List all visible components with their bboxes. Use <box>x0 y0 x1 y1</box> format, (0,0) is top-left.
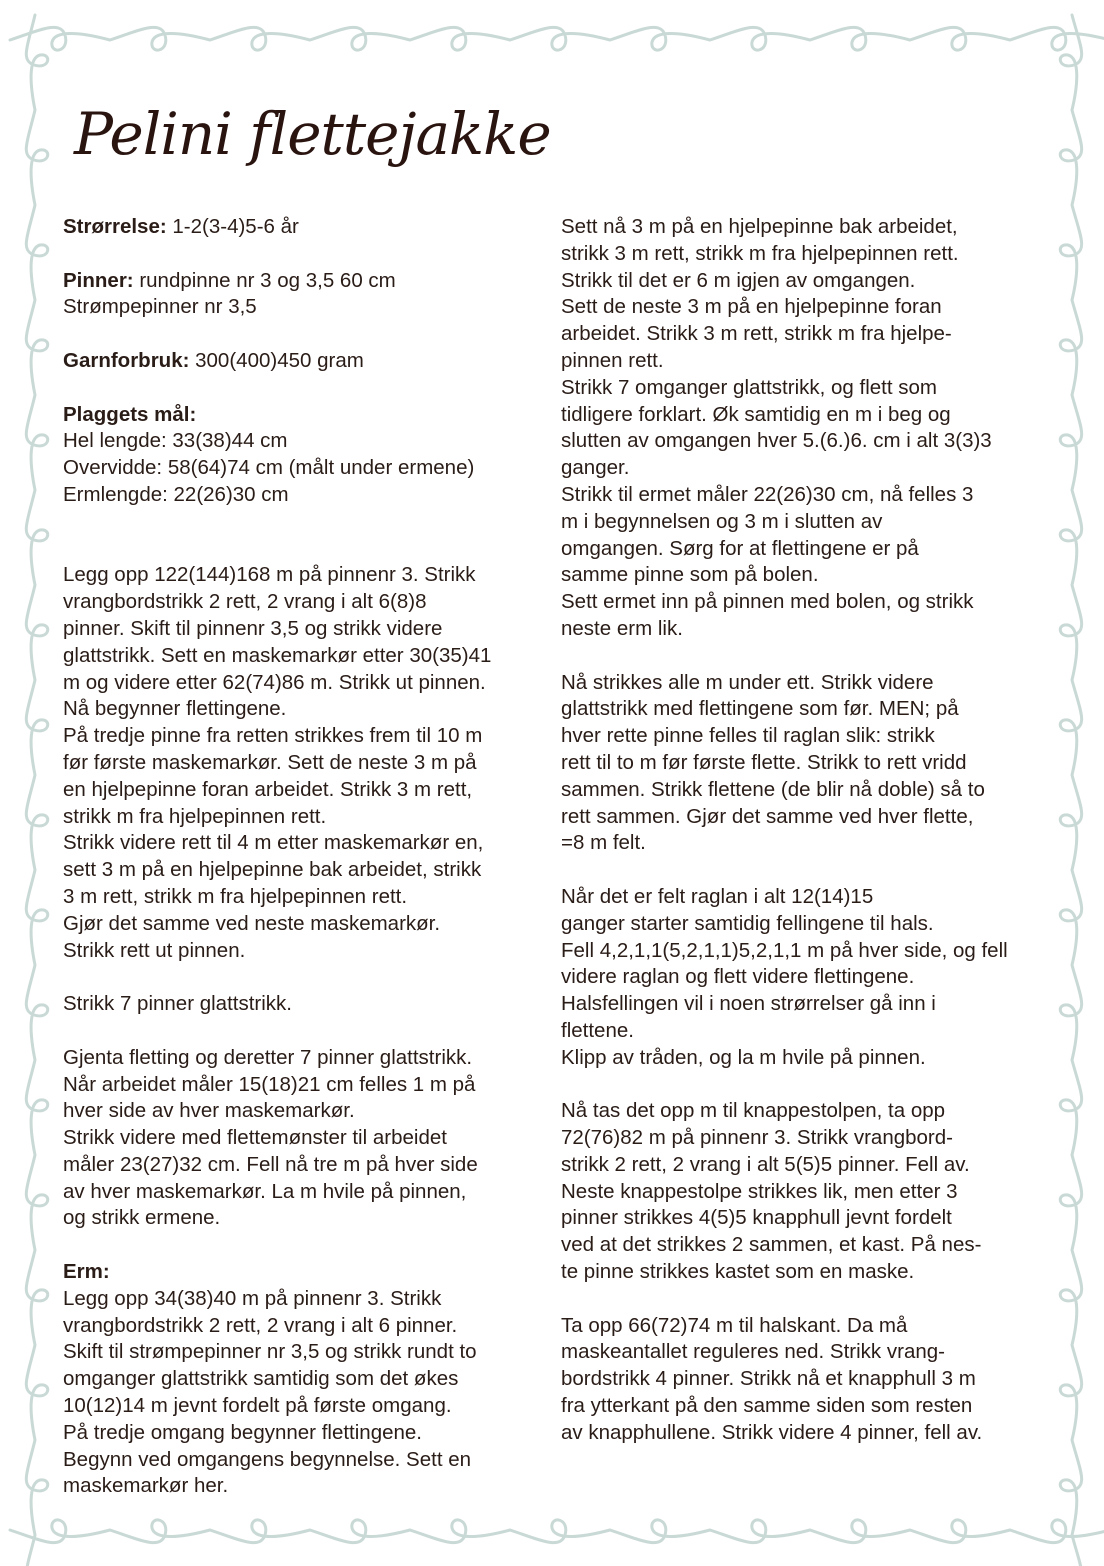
text-line: Strikk til det er 6 m igjen av omgangen. <box>561 268 916 292</box>
right-column <box>561 214 1051 1447</box>
labeled-line <box>63 348 543 375</box>
text-line: Strikk 7 pinner glattstrikk. <box>63 992 292 1016</box>
labeled-line <box>63 402 543 429</box>
text-line: Nå tas det opp m til knappestolpen, ta opp <box>561 1099 946 1123</box>
border-curl <box>10 1520 1104 1543</box>
text-line: ganger starter samtidig fellingene til hals. <box>561 911 934 935</box>
text-line: Ta opp 66(72)74 m til halskant. Da må <box>561 1313 908 1337</box>
labeled-line <box>63 214 543 241</box>
text-line: Strikk til ermet måler 22(26)30 cm, nå felles 3 <box>561 482 974 506</box>
text-line: vrangbordstrikk 2 rett, 2 vrang i alt 6(8)8 <box>63 590 427 614</box>
text-line: På tredje omgang begynner flettingene. <box>63 1420 423 1444</box>
text-line: På tredje pinne fra retten strikkes frem til 10 m <box>63 724 483 748</box>
text-line: Ermlengde: 22(26)30 cm <box>63 482 289 506</box>
text-line: Hel lengde: 33(38)44 cm <box>63 429 288 453</box>
text-line: Legg opp 34(38)40 m på pinnenr 3. Strikk <box>63 1286 442 1310</box>
blank-line <box>63 375 543 402</box>
text-line: glattstrikk med flettingene som før. MEN; på <box>561 697 959 721</box>
field-label: Erm: <box>63 1260 110 1284</box>
text-line: glattstrikk. Sett en maskemarkør etter 30(35)41 <box>63 643 492 667</box>
blank-line <box>63 1232 543 1259</box>
blank-line <box>63 964 543 991</box>
text-line: Strikk videre med flettemønster til arbeidet <box>63 1126 447 1150</box>
text-line: rett til to m før første flette. Strikk to rett vridd <box>561 750 967 774</box>
text-line: flettene. <box>561 1018 634 1042</box>
left-column <box>63 214 543 1500</box>
text-line: Halsfellingen vil i noen strørrelser gå inn i <box>561 992 936 1016</box>
blank-line <box>561 1286 1051 1313</box>
text-line: Strikk 7 omganger glattstrikk, og flett som <box>561 375 937 399</box>
border-curl <box>26 15 47 1566</box>
text-line: hver side av hver maskemarkør. <box>63 1099 355 1123</box>
text-line: en hjelpepinne foran arbeidet. Strikk 3 m rett, <box>63 777 473 801</box>
blank-line <box>63 241 543 268</box>
text-line: pinner. Skift til pinnenr 3,5 og strikk videre <box>63 616 443 640</box>
text-line: m i begynnelsen og 3 m i slutten av <box>561 509 883 533</box>
text-line: strikk 2 rett, 2 vrang i alt 5(5)5 pinner. Fell av. <box>561 1152 970 1176</box>
text-line: sett 3 m på en hjelpepinne bak arbeidet, strikk <box>63 858 482 882</box>
field-label: Garnforbruk: <box>63 348 190 372</box>
text-line: arbeidet. Strikk 3 m rett, strikk m fra hjelpe- <box>561 322 952 346</box>
text-line: 72(76)82 m på pinnenr 3. Strikk vrangbord- <box>561 1126 953 1150</box>
labeled-line <box>63 1259 543 1286</box>
text-line: slutten av omgangen hver 5.(6.)6. cm i alt 3(3)3 <box>561 429 992 453</box>
text-line: strikk 3 m rett, strikk m fra hjelpepinnen rett. <box>561 241 959 265</box>
text-line: Neste knappestolpe strikkes lik, men etter 3 <box>561 1179 958 1203</box>
text-line: Overvidde: 58(64)74 cm (målt under ermene) <box>63 456 475 480</box>
text-line: pinnen rett. <box>561 348 664 372</box>
blank-line <box>561 1072 1051 1099</box>
text-line: rett sammen. Gjør det samme ved hver flette, <box>561 804 974 828</box>
text-line: Begynn ved omgangens begynnelse. Sett en <box>63 1447 472 1471</box>
text-line: pinner strikkes 4(5)5 knapphull jevnt fordelt <box>561 1206 952 1230</box>
text-line: ved at det strikkes 2 sammen, et kast. På nes- <box>561 1233 982 1257</box>
text-line: Gjenta fletting og deretter 7 pinner glattstrikk. <box>63 1045 473 1069</box>
text-line: bordstrikk 4 pinner. Strikk nå et knapphull 3 m <box>561 1367 976 1391</box>
text-line: tidligere forklart. Øk samtidig en m i beg og <box>561 402 951 426</box>
text-line: av hver maskemarkør. La m hvile på pinnen, <box>63 1179 467 1203</box>
text-line: strikk m fra hjelpepinnen rett. <box>63 804 327 828</box>
text-line: =8 m felt. <box>561 831 646 855</box>
text-line: te pinne strikkes kastet som en maske. <box>561 1260 915 1284</box>
field-value: 1-2(3-4)5-6 år <box>166 215 299 238</box>
field-label: Pinner: <box>63 268 134 292</box>
text-line: Sett nå 3 m på en hjelpepinne bak arbeidet, <box>561 215 958 238</box>
text-line: Nå strikkes alle m under ett. Strikk videre <box>561 670 934 694</box>
text-line: Sett ermet inn på pinnen med bolen, og strikk <box>561 590 974 614</box>
text-line: omganger glattstrikk samtidig som det økes <box>63 1367 459 1391</box>
text-line: 3 m rett, strikk m fra hjelpepinnen rett. <box>63 884 408 908</box>
blank-line <box>63 509 543 536</box>
text-line: av knapphullene. Strikk videre 4 pinner, fell av. <box>561 1420 983 1444</box>
text-line: videre raglan og flett videre flettingene. <box>561 965 915 989</box>
text-line: Sett de neste 3 m på en hjelpepinne foran <box>561 295 942 319</box>
border-curl <box>1060 15 1081 1566</box>
text-line: omgangen. Sørg for at flettingene er på <box>561 536 919 560</box>
border-curl <box>10 27 1104 50</box>
text-line: 10(12)14 m jevnt fordelt på første omgang. <box>63 1394 452 1418</box>
text-line: Strømpepinner nr 3,5 <box>63 295 257 319</box>
text-line: sammen. Strikk flettene (de blir nå doble) så to <box>561 777 985 801</box>
blank-line <box>63 536 543 563</box>
text-line: Legg opp 122(144)168 m på pinnenr 3. Strikk <box>63 563 476 587</box>
text-line: hver rette pinne felles til raglan slik: strikk <box>561 724 935 748</box>
text-line: Strikk videre rett til 4 m etter maskemarkør en, <box>63 831 484 855</box>
text-line: Nå begynner flettingene. <box>63 697 287 721</box>
text-line: Klipp av tråden, og la m hvile på pinnen. <box>561 1045 926 1069</box>
text-line: ganger. <box>561 456 630 480</box>
text-line: samme pinne som på bolen. <box>561 563 819 587</box>
text-line: maskemarkør her. <box>63 1474 229 1498</box>
text-line: neste erm lik. <box>561 616 683 640</box>
blank-line <box>561 857 1051 884</box>
field-value: rundpinne nr 3 og 3,5 60 cm <box>133 268 396 292</box>
page-title: Pelini flettejakke <box>74 100 551 168</box>
text-line: maskeantallet reguleres ned. Strikk vrang- <box>561 1340 945 1364</box>
field-value: 300(400)450 gram <box>189 348 364 372</box>
blank-line <box>561 643 1051 670</box>
field-label: Plaggets mål: <box>63 402 197 426</box>
text-line: og strikk ermene. <box>63 1206 221 1230</box>
text-line: måler 23(27)32 cm. Fell nå tre m på hver side <box>63 1152 478 1176</box>
field-label: Strørrelse: <box>63 215 167 238</box>
text-line: Når det er felt raglan i alt 12(14)15 <box>561 884 874 908</box>
labeled-line <box>63 268 543 295</box>
text-line: Skift til strømpepinner nr 3,5 og strikk rundt to <box>63 1340 477 1364</box>
text-line: vrangbordstrikk 2 rett, 2 vrang i alt 6 pinner. <box>63 1313 458 1337</box>
text-line: Gjør det samme ved neste maskemarkør. <box>63 911 441 935</box>
text-line: før første maskemarkør. Sett de neste 3 m på <box>63 750 477 774</box>
text-line: fra ytterkant på den samme siden som resten <box>561 1394 973 1418</box>
text-line: Når arbeidet måler 15(18)21 cm felles 1 m på <box>63 1072 476 1096</box>
text-line: Strikk rett ut pinnen. <box>63 938 246 962</box>
blank-line <box>63 1018 543 1045</box>
text-line: Fell 4,2,1,1(5,2,1,1)5,2,1,1 m på hver side, og fell <box>561 938 1008 962</box>
blank-line <box>63 321 543 348</box>
text-line: m og videre etter 62(74)86 m. Strikk ut pinnen. <box>63 670 486 694</box>
